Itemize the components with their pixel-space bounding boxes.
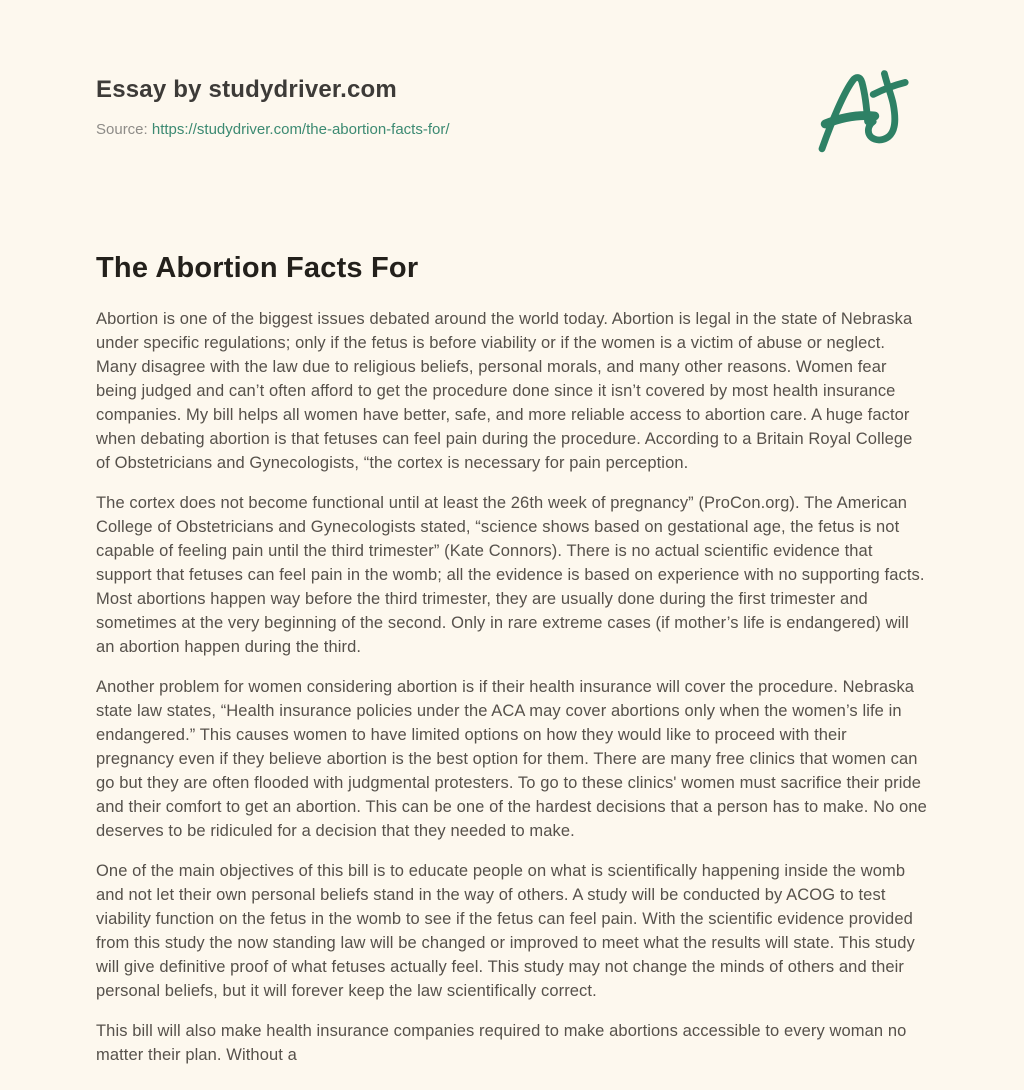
source-line — [96, 121, 450, 138]
essay-paragraph: This bill will also make health insurance companies required to make abortions accessible to every woman no matter their plan. Without a — [96, 1022, 907, 1064]
essay-title: The Abortion Facts For — [96, 252, 419, 284]
essay-body — [96, 307, 928, 1067]
essay-paragraph: Abortion is one of the biggest issues debated around the world today. Abortion is legal in the state of Nebraska under specific regulations; only if the fetus is before viability or if the women is a victim of abuse or neglect. Many disagree with the law due to religious beliefs, personal morals, and many other reasons. Women fear being judged and can’t often afford to get the procedure done since it isn’t covered by most health insurance companies. My bill helps all women have better, safe, and more reliable access to abortion care. A huge factor when debating abortion is that fetuses can feel pain during the procedure. According to a Britain Royal College of Obstetricians and Gynecologists, “the cortex is necessary for pain perception. — [96, 310, 913, 472]
header-text-block — [96, 60, 450, 138]
studydriver-a-plus-logo-icon — [814, 60, 926, 164]
essay-paragraph: One of the main objectives of this bill is to educate people on what is scientifically happening inside the womb and not let their own personal beliefs stand in the way of others. A study will be conducted by ACOG to test viability function on the fetus in the womb to see if the fetus can feel pain. With the scientific evidence provided from this study the now standing law will be changed or improved to meet what the results will state. This study will give definitive proof of what fetuses actually feel. This study may not change the minds of others and their personal beliefs, but it will forever keep the law scientifically correct. — [96, 862, 915, 1000]
site-heading: Essay by studydriver.com — [96, 76, 397, 103]
essay-paragraph: Another problem for women considering abortion is if their health insurance will cover the procedure. Nebraska state law states, “Health insurance policies under the ACA may cover abortions only when the women’s life in endangered.” This causes women to have limited options on how they would like to proceed with their pregnancy even if they believe abortion is the best option for them. There are many free clinics that women can go but they are often flooded with judgmental protesters. To go to these clinics' women must sacrifice their pride and their comfort to get an abortion. This can be one of the hardest decisions that a person has to make. No one deserves to be ridiculed for a decision that they needed to make. — [96, 678, 927, 840]
page-header — [96, 0, 928, 164]
source-label: Source: — [96, 121, 148, 138]
essay-paragraph: The cortex does not become functional until at least the 26th week of pregnancy” (ProCon.org). The American College of Obstetricians and Gynecologists stated, “science shows based on gestational age, the fetus is not capable of feeling pain until the third trimester” (Kate Connors). There is no actual scientific evidence that support that fetuses can feel pain in the womb; all the evidence is based on experience with no supporting facts. Most abortions happen way before the third trimester, they are usually done during the first trimester and sometimes at the very beginning of the second. Only in rare extreme cases (if mother’s life is endangered) will an abortion happen during the third. — [96, 494, 925, 656]
source-url-link[interactable]: https://studydriver.com/the-abortion-facts-for/ — [151, 121, 450, 138]
